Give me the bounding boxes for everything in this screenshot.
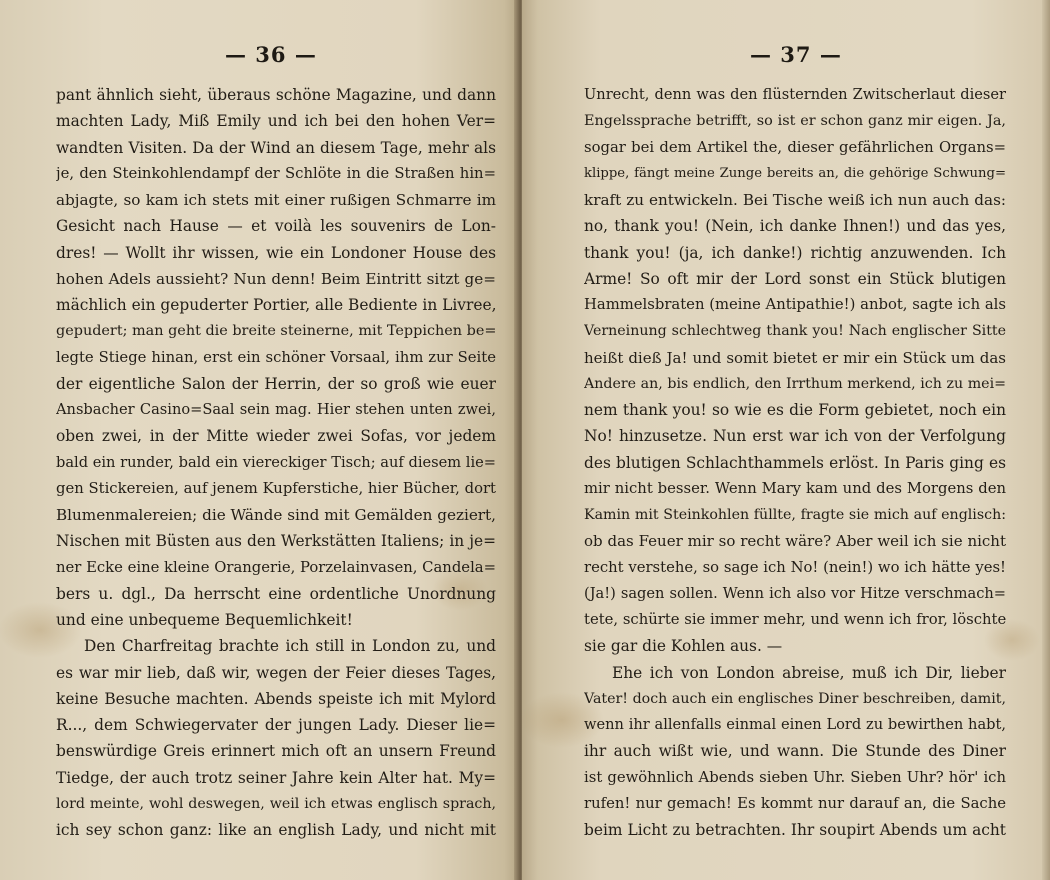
page-number-right: — 37 — [750,42,842,67]
text-line: sogar bei dem Artikel the, dieser gefährlichen Organs= [584,138,1006,156]
text-line: Den Charfreitag brachte ich still in London zu, und [84,637,496,656]
text-line: und eine unbequeme Bequemlichkeit! [56,611,353,629]
text-line: es war mir lieb, daß wir, wegen der Feier dieses Tages, [56,663,496,682]
text-line: Verneinung schlechtweg thank you! Nach englischer Sitte [584,323,1006,340]
text-line: Ansbacher Casino=Saal sein mag. Hier stehen unten zwei, [56,401,496,418]
text-line: Unrecht, denn was den flüsternden Zwitscherlaut dieser [584,86,1006,103]
text-line: Blumenmalereien; die Wände sind mit Gemälden geziert, [56,506,496,524]
text-line: no, thank you! (Nein, ich danke Ihnen!) und das yes, [584,217,1006,236]
text-line: Andere an, bis endlich, den Irrthum merkend, ich zu mei= [584,375,1006,392]
text-line: ist gewöhnlich Abends sieben Uhr. Sieben Uhr? hör' ich [584,768,1006,786]
text-line: mächlich ein gepuderter Portier, alle Bediente in Livree, [56,296,496,314]
text-line: bald ein runder, bald ein viereckiger Tisch; auf diesem lie= [56,453,496,471]
text-line: je, den Steinkohlendampf der Schlöte in die Straßen hin= [56,164,496,182]
text-line: dres! — Wollt ihr wissen, wie ein Londoner House des [56,243,496,262]
text-line: mir nicht besser. Wenn Mary kam und des Morgens den [584,479,1006,497]
left-page [0,0,520,880]
text-line: Kamin mit Steinkohlen füllte, fragte sie mich auf englisch: [584,507,1006,523]
left-page-text [56,82,496,843]
text-line: des blutigen Schlachthammels erlöst. In Paris ging es [584,453,1006,472]
text-line: Ehe ich von London abreise, muß ich Dir, lieber [612,663,1006,682]
text-line: wandten Visiten. Da der Wind an diesem Tage, mehr als [56,138,496,157]
text-line: lord meinte, wohl deswegen, weil ich etwas englisch sprach, [56,795,496,812]
text-line: ner Ecke eine kleine Orangerie, Porzelainvasen, Candela= [56,558,496,576]
text-line: ich sey schon ganz: like an english Lady, und nicht mit [56,821,496,839]
text-line: Vater! doch auch ein englisches Diner beschreiben, damit, [584,690,1006,707]
text-line: R..., dem Schwiegervater der jungen Lady. Dieser lie= [56,716,496,734]
text-line: legte Stiege hinan, erst ein schöner Vorsaal, ihm zur Seite [56,348,496,366]
text-line: No! hinzusetze. Nun erst war ich von der Verfolgung [584,427,1006,446]
text-line: Tiedge, der auch trotz seiner Jahre kein Alter hat. My= [56,768,496,787]
text-line: nem thank you! so wie es die Form gebietet, noch ein [584,401,1006,419]
text-line: Nischen mit Büsten aus den Werkstätten Italiens; in je= [56,532,496,551]
text-line: recht verstehe, so sage ich No! (nein!) wo ich hätte yes! [584,558,1006,576]
text-line: tete, schürte sie immer mehr, und wenn ich fror, löschte [584,611,1006,628]
text-line: klippe, fängt meine Zunge bereits an, die gehörige Schwung= [584,165,1006,181]
text-line: (Ja!) sagen sollen. Wenn ich also vor Hitze verschmach= [584,584,1006,602]
text-line: Hammelsbraten (meine Antipathie!) anbot, sagte ich als [584,296,1006,313]
text-line: bers u. dgl., Da herrscht eine ordentliche Unordnung [56,584,496,603]
text-line: wenn ihr allenfalls einmal einen Lord zu bewirthen habt, [584,716,1006,733]
text-line: Engelssprache betrifft, so ist er schon ganz mir eigen. Ja, [584,113,1006,130]
text-line: keine Besuche machten. Abends speiste ich mit Mylord [56,689,496,708]
page-number-left: — 36 — [225,42,317,67]
text-line: benswürdige Greis erinnert mich oft an unsern Freund [56,742,496,761]
text-line: Gesicht nach Hause — et voilà les souvenirs de Lon- [56,217,496,236]
text-line: heißt dieß Ja! und somit bietet er mir ein Stück um das [584,348,1006,367]
text-line: kraft zu entwickeln. Bei Tische weiß ich nun auch das: [584,191,1006,209]
text-line: oben zwei, in der Mitte wieder zwei Sofas, vor jedem [56,427,496,446]
text-line: ob das Feuer mir so recht wäre? Aber weil ich sie nicht [584,532,1006,551]
text-line: beim Licht zu betrachten. Ihr soupirt Abends um acht [584,821,1006,839]
text-line: der eigentliche Salon der Herrin, der so groß wie euer [56,374,496,393]
text-line: hohen Adels aussieht? Nun denn! Beim Eintritt sitzt ge= [56,269,496,288]
right-page [522,0,1050,880]
text-line: pant ähnlich sieht, überaus schöne Magazine, und dann [56,86,496,104]
text-line: machten Lady, Miß Emily und ich bei den hohen Ver= [56,112,496,131]
text-line: sie gar die Kohlen aus. — [584,637,783,656]
text-line: gen Stickereien, auf jenem Kupferstiche, hier Bücher, dort [56,479,496,497]
text-line: ihr auch wißt wie, und wann. Die Stunde des Diner [584,742,1006,761]
right-page-text [584,82,1006,843]
text-line: Arme! So oft mir der Lord sonst ein Stück blutigen [584,269,1006,288]
text-line: abjagte, so kam ich stets mit einer rußigen Schmarre im [56,191,496,209]
text-line: rufen! nur gemach! Es kommt nur darauf an, die Sache [584,794,1006,812]
text-line: gepudert; man geht die breite steinerne, mit Teppichen be= [56,323,496,340]
text-line: thank you! (ja, ich danke!) richtig anzuwenden. Ich [584,243,1006,262]
page-edge [1042,0,1050,880]
